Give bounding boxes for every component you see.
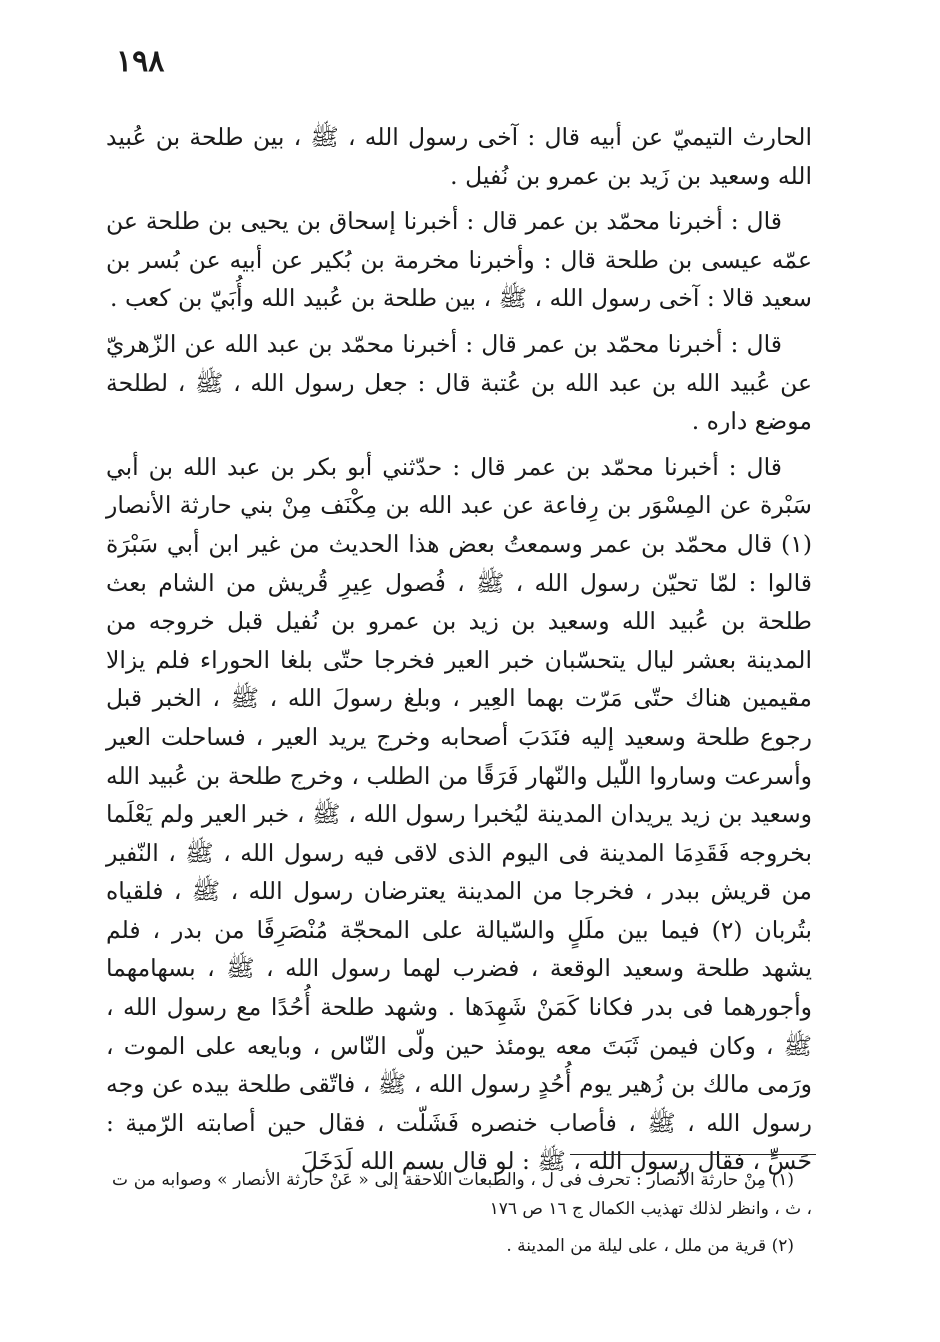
paragraph-2: قال : أخبرنا محمّد بن عمر قال : أخبرنا إسحاق بن يحيى بن طلحة عن عمّه عيسى بن طلحة قال : وأخبرنا مخرمة بن بُكير عن أبيه عن بُسر بن سعيد قالا : آخى رسول الله ، ﷺ ، بين طلحة بن عُبيد الله وأُبَيّ بن كعب .	[106, 207, 812, 313]
footnote-separator	[570, 1154, 816, 1155]
footnote-1: (١) مِنْ حارثة الأنصار : تحرف فى ل ، والطبعات اللاحقة إلى « عَنْ حارثة الأنصار » وصوابه من ت ، ث ، وانظر لذلك تهذيب الكمال ج ١٦ ص ١٧٦	[112, 1170, 812, 1219]
main-text	[106, 118, 812, 1181]
paragraph-3: قال : أخبرنا محمّد بن عمر قال : أخبرنا محمّد بن عبد الله عن الزّهريّ عن عُبيد الله بن عبد الله بن عُتبة قال : جعل رسول الله ، ﷺ ، لطلحة موضع داره .	[106, 329, 812, 436]
paragraph-1: الحارث التيميّ عن أبيه قال : آخى رسول الله ، ﷺ ، بين طلحة بن عُبيد الله وسعيد بن زَيد بن عمرو بن نُفيل .	[106, 123, 812, 190]
paragraph-4: قال : أخبرنا محمّد بن عمر قال : حدّثني أبو بكر بن عبد الله بن أبي سَبْرة عن المِسْوَر بن رِفاعة عن عبد الله بن مِكْنَف مِنْ بني حارثة الأنصار (١) قال محمّد بن عمر وسمعتُ بعض هذا الحديث من غير ابن أبي سَبْرَة قالوا : لمّا تحيّن رسول الله ، ﷺ ، فُصول عِيرِ قُريش من الشام بعث طلحة بن عُبيد الله وسعيد بن زيد بن عمرو بن نُفيل قبل خروجه من المدينة بعشر ليال يتحسّبان خبر العير فخرجا حتّى بلغا الحوراء فلم يزالا مقيمين هناك حتّى مَرّت بهما العِير ، وبلغ رسولَ الله ، ﷺ ، الخبر قبل رجوع طلحة وسعيد إليه فنَدَبَ أصحابه وخرج يريد العير ، فساحلت العير وأسرعت وساروا اللّيل والنّهار فَرَقًا من الطلب ، وخرج طلحة بن عُبيد الله وسعيد بن زيد يريدان المدينة ليُخبرا رسول الله ، ﷺ ، خبر العير ولم يَعْلَما بخروجه فَقَدِمَا المدينة فى اليوم الذى لاقى فيه رسول الله ، ﷺ ، النّفير من قريش ببدر ، فخرجا من المدينة يعترضان رسول الله ، ﷺ ، فلقياه بتُربان (٢) فيما بين ملَلٍ والسّيالة على المحجّة مُنْصَرِفًا من بدر ، فلم يشهد طلحة وسعيد الوقعة ، فضرب لهما رسول الله ، ﷺ ، بسهامهما وأجورهما فى بدر فكانا كَمَنْ شَهِدَها . وشهد طلحة أُحُدًا مع رسول الله ، ﷺ ، وكان فيمن ثَبَتَ معه يومئذ حين ولّى النّاس ، وبايعه على الموت ، ورَمى مالك بن زُهير يوم أُحُدٍ رسول الله ، ﷺ ، فاتّقى طلحة بيده عن وجه رسول الله ، ﷺ ، فأصاب خنصره فَشَلّت ، فقال حين أصابته الرّمية : حَسٍّ ، فقال رسول الله ، ﷺ : لو قال بسم الله لَدَخَلَ	[106, 452, 812, 1176]
page-number: ١٩٨	[116, 44, 165, 79]
footnotes	[112, 1166, 812, 1261]
footnote-2: (٢) قرية من ملل ، على ليلة من المدينة .	[506, 1236, 794, 1256]
